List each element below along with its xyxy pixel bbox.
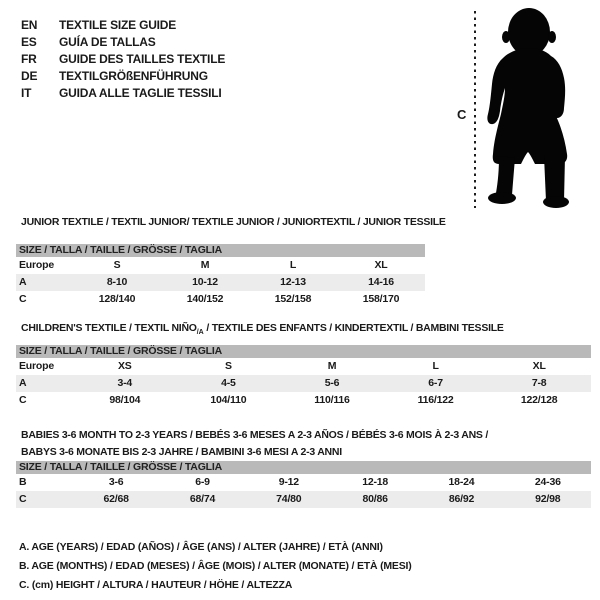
table-cell: 24-36: [534, 476, 561, 488]
table-row-europe: [16, 358, 591, 375]
table-cell: 14-16: [368, 276, 394, 288]
row-label: Europe: [19, 259, 54, 271]
toddler-silhouette-image: [481, 6, 573, 208]
table-cell: 152/158: [274, 293, 312, 305]
measurement-legend: [19, 538, 412, 595]
language-title: GUÍA DE TALLAS: [59, 35, 156, 49]
table-cell: 128/140: [98, 293, 136, 305]
language-row: [21, 85, 225, 102]
children-title-pre: CHILDREN'S TEXTILE / TEXTIL NIÑO: [21, 322, 197, 334]
table-cell: L: [432, 360, 439, 372]
table-row-age: [16, 274, 425, 291]
table-cell: 92/98: [535, 493, 561, 505]
row-label: C: [19, 493, 27, 505]
language-title: TEXTILE SIZE GUIDE: [59, 18, 177, 32]
table-cell: 5-6: [324, 377, 340, 389]
table-cell: 122/128: [520, 394, 558, 406]
table-cell: XL: [532, 360, 546, 372]
language-row: [21, 34, 225, 51]
table-cell: 9-12: [278, 476, 299, 488]
language-row: [21, 68, 225, 85]
table-cell: M: [200, 259, 210, 271]
table-cell: 116/122: [417, 394, 454, 406]
legend-line-b: B. AGE (MONTHS) / EDAD (MESES) / ÂGE (MOIS) / ALTER (MONATE) / ETÀ (MESI): [19, 560, 412, 572]
table-row-height: [16, 392, 591, 409]
table-cell: 12-13: [280, 276, 306, 288]
table-cell: XL: [374, 259, 388, 271]
table-cell: M: [327, 360, 337, 372]
table-cell: 6-9: [195, 476, 210, 488]
table-cell: 110/116: [314, 394, 350, 406]
table-cell: 74/80: [276, 493, 302, 505]
table-cell: L: [289, 259, 297, 271]
table-cell: 8-10: [106, 276, 128, 288]
table-cell: 62/68: [103, 493, 129, 505]
silhouette-right-foot: [543, 196, 569, 208]
legend-line-c: C. (cm) HEIGHT / ALTURA / HAUTEUR / HÖHE / ALTEZZA: [19, 579, 293, 591]
table-cell: 68/74: [189, 493, 216, 505]
table-cell: XS: [117, 360, 132, 372]
table-cell: 6-7: [428, 377, 443, 389]
language-title: GUIDE DES TAILLES TEXTILE: [59, 52, 226, 66]
table-cell: 4-5: [221, 377, 236, 389]
language-title: GUIDA ALLE TAGLIE TESSILI: [59, 86, 222, 100]
table-cell: 86/92: [448, 493, 475, 505]
language-title-list: [21, 17, 225, 102]
table-row-height: [16, 491, 591, 508]
height-measure-dotted-line: [474, 11, 476, 208]
babies-table-title: [21, 427, 488, 461]
size-header-bar: SIZE / TALLA / TAILLE / GRÖSSE / TAGLIA: [16, 244, 425, 257]
language-code: FR: [21, 52, 37, 66]
table-cell: 80/86: [362, 493, 388, 505]
table-cell: 3-4: [117, 377, 133, 389]
children-size-table: [16, 345, 591, 409]
row-label: C: [19, 394, 27, 406]
table-cell: 158/170: [362, 293, 400, 305]
babies-title-line2: BABYS 3-6 MONATE BIS 2-3 JAHRE / BAMBINI 3-6 MESI A 2-3 ANNI: [21, 446, 342, 458]
table-row-age: [16, 375, 591, 392]
silhouette-right-ear: [548, 31, 556, 43]
row-label: A: [19, 377, 27, 389]
language-title: TEXTILGRÖßENFÜHRUNG: [59, 69, 208, 83]
table-row-age-months: [16, 474, 591, 491]
table-cell: 18-24: [448, 476, 475, 488]
children-table-title: [21, 322, 504, 339]
table-cell: 140/152: [186, 293, 224, 305]
row-label: Europe: [19, 360, 54, 372]
height-measure-label: C: [457, 107, 467, 122]
size-header-bar: SIZE / TALLA / TAILLE / GRÖSSE / TAGLIA: [16, 345, 591, 358]
silhouette-body: [487, 48, 567, 164]
table-cell: 12-18: [362, 476, 389, 488]
language-code: ES: [21, 35, 37, 49]
junior-size-table: [16, 244, 425, 308]
language-code: IT: [21, 86, 32, 100]
table-cell: 98/104: [109, 394, 141, 406]
junior-table-title: JUNIOR TEXTILE / TEXTIL JUNIOR/ TEXTILE JUNIOR / JUNIORTEXTIL / JUNIOR TESSILE: [21, 216, 446, 228]
table-cell: 104/110: [210, 394, 247, 406]
silhouette-right-leg: [544, 156, 565, 201]
row-label: A: [19, 276, 27, 288]
language-row: [21, 51, 225, 68]
table-row-height: [16, 291, 425, 308]
babies-title-line1: BABIES 3-6 MONTH TO 2-3 YEARS / BEBÉS 3-6 MESES A 2-3 AÑOS / BÉBÉS 3-6 MOIS À 2-3 ANS /: [21, 429, 489, 441]
table-cell: S: [224, 360, 232, 372]
table-cell: 10-12: [192, 276, 218, 288]
row-label: B: [19, 476, 27, 488]
row-label: C: [19, 293, 27, 305]
table-cell: S: [113, 259, 121, 271]
table-row-europe: [16, 257, 425, 274]
language-code: EN: [21, 18, 38, 32]
language-code: DE: [21, 69, 38, 83]
babies-size-table: [16, 461, 591, 508]
legend-line-a: A. AGE (YEARS) / EDAD (AÑOS) / ÂGE (ANS) / ALTER (JAHRE) / ETÀ (ANNI): [19, 541, 383, 553]
children-title-subscript: /A: [196, 329, 204, 337]
silhouette-left-foot: [488, 192, 516, 204]
table-cell: 3-6: [108, 476, 124, 488]
table-cell: 7-8: [531, 377, 547, 389]
children-title-post: / TEXTILE DES ENFANTS / KINDERTEXTIL / BAMBINI TESSILE: [203, 322, 504, 334]
silhouette-left-ear: [502, 31, 510, 43]
language-row: [21, 17, 225, 34]
size-header-bar: SIZE / TALLA / TAILLE / GRÖSSE / TAGLIA: [16, 461, 591, 474]
